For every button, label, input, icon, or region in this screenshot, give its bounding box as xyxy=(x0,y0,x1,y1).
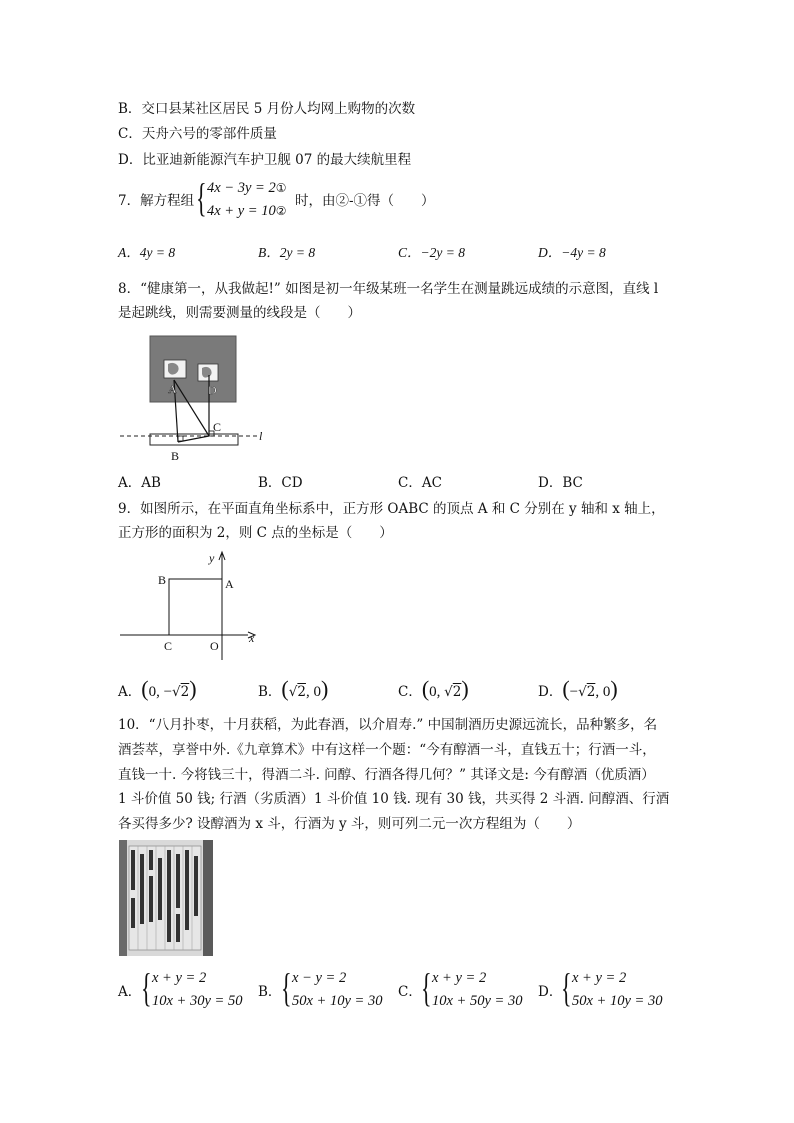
q7-brace: { xyxy=(196,175,207,220)
q10-line-2: 酒荟萃，享誉中外.《九章算术》中有这样一个题：“今有醇酒一斗，直钱五十；行酒一斗， xyxy=(118,742,656,758)
sqrt-icon: √ xyxy=(578,684,587,700)
q8-option-d: D．BC xyxy=(538,475,583,491)
q7-suffix: 时，由②-①得（ ） xyxy=(295,193,435,209)
q7-option-a: A．4y = 8 xyxy=(118,245,176,260)
q8-option-a: A．AB xyxy=(118,475,161,491)
long-jump-figure xyxy=(118,332,268,464)
q6-option-d: D．比亚迪新能源汽车护卫舰 07 的最大续航里程 xyxy=(118,152,412,168)
sqrt-icon: √ xyxy=(288,684,298,700)
circled-one-mark: ① xyxy=(275,181,287,195)
circled-two-mark: ② xyxy=(275,204,287,218)
q7-prefix: 7．解方程组 xyxy=(118,193,195,209)
label-y: y xyxy=(209,551,215,565)
label-b: B xyxy=(171,449,180,463)
q7-eq1: 4x − 3y = 2① xyxy=(207,180,287,196)
q7-eq2: 4x + y = 10② xyxy=(207,203,287,219)
label-d: D xyxy=(208,383,217,397)
sand-pit xyxy=(150,336,236,402)
q9-option-a: A．(0, −√2) xyxy=(118,676,197,701)
q8-option-b: B．CD xyxy=(258,475,303,491)
q7-option-d: D．−4y = 8 xyxy=(538,245,606,260)
q10-line-3: 直钱一十. 今将钱三十，得酒二斗. 问醇、行酒各得几何？” 其译文是: 今有醇酒（优质酒） xyxy=(118,767,655,783)
q9-option-c: C．(0, √2) xyxy=(398,676,469,701)
q9-option-d: D．(−√2, 0) xyxy=(538,676,618,701)
label-l: l xyxy=(259,429,263,443)
q10-line-1: 10．“八月扑枣，十月获稻，为此春酒，以介眉寿.” 中国制酒历史源远流长，品种繁多，名 xyxy=(118,717,658,733)
option-brace: { xyxy=(561,965,572,1010)
q8-option-c: C．AC xyxy=(398,475,442,491)
label-x: x xyxy=(249,631,255,645)
q8-line-1: 8．“健康第一，从我做起!” 如图是初一年级某班一名学生在测量跳远成绩的示意图，直线 l xyxy=(118,281,659,297)
label-b: B xyxy=(158,573,167,587)
ancient-book-image xyxy=(119,840,213,956)
label-c: C xyxy=(164,639,173,653)
q6-option-c: C．天舟六号的零部件质量 xyxy=(118,126,277,142)
label-a: A xyxy=(225,577,234,591)
q9-option-b: B．(√2, 0) xyxy=(258,676,329,701)
option-brace: { xyxy=(281,965,292,1010)
option-brace: { xyxy=(421,965,432,1010)
sqrt-icon: √ xyxy=(444,684,453,700)
left-footprint-icon xyxy=(164,360,186,378)
label-a: A xyxy=(168,382,177,396)
right-footprint-icon xyxy=(198,364,218,381)
q10-line-5: 各买得多少? 设醇酒为 x 斗，行酒为 y 斗，则可列二元一次方程组为（ ） xyxy=(118,816,581,832)
q7-option-b: B．2y = 8 xyxy=(258,245,316,260)
q6-option-b: B．交口县某社区居民 5 月份人均网上购物的次数 xyxy=(118,101,416,117)
label-c: C xyxy=(213,420,222,434)
q9-line-2: 正方形的面积为 2，则 C 点的坐标是（ ） xyxy=(118,525,393,541)
label-o: O xyxy=(210,639,219,653)
sqrt-icon: √ xyxy=(172,684,181,700)
q9-line-1: 9．如图所示，在平面直角坐标系中，正方形 OABC 的顶点 A 和 C 分别在 y 轴和 x 轴上， xyxy=(118,501,665,517)
option-brace: { xyxy=(141,965,152,1010)
q10-line-4: 1 斗价值 50 钱; 行酒（劣质酒）1 斗价值 10 钱. 现有 30 钱，共买得 2 斗酒. 问醇酒、行酒 xyxy=(118,791,670,807)
square-oabc xyxy=(169,579,222,635)
q7-option-c: C．−2y = 8 xyxy=(398,245,465,260)
coordinate-figure xyxy=(118,548,263,660)
q8-line-2: 是起跳线，则需要测量的线段是（ ） xyxy=(118,305,361,321)
